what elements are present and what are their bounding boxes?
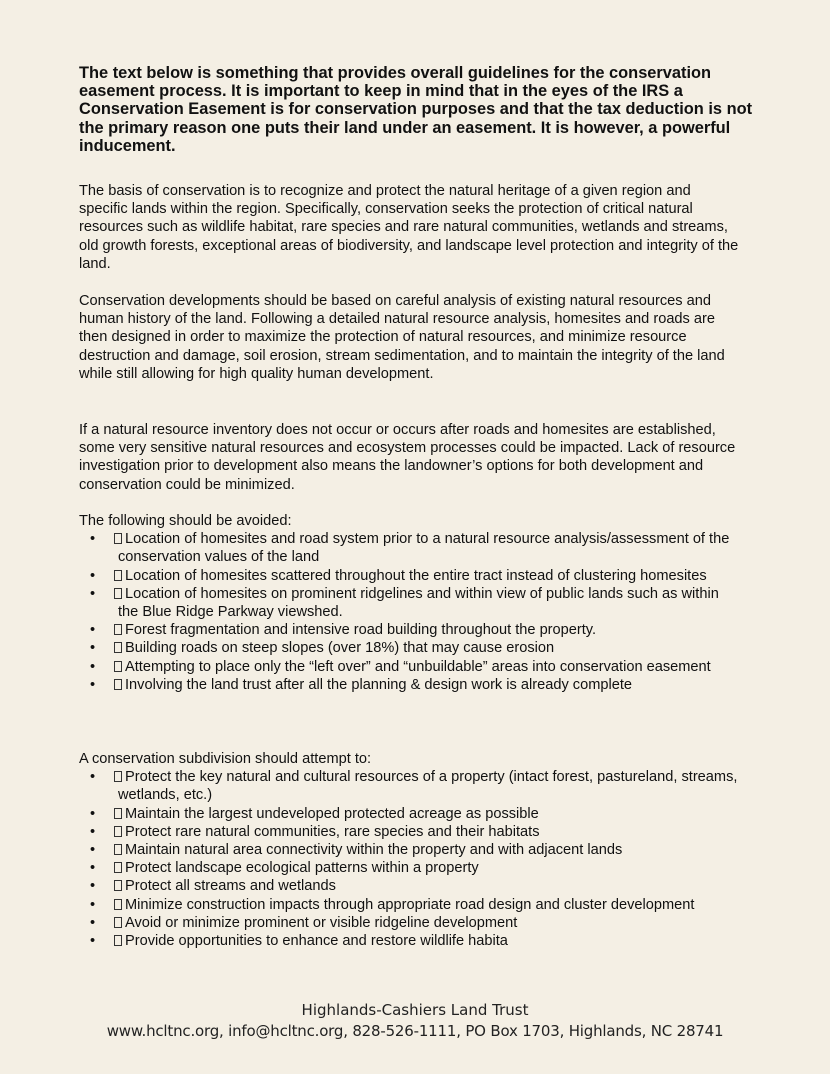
footer-contact: www.hcltnc.org, info@hcltnc.org, 828-526-1111, PO Box 1703, Highlands, NC 28741 [106,1022,724,1040]
missing-glyph-icon [114,588,122,599]
missing-glyph-icon [114,880,122,891]
attempt-item: • Protect the key natural and cultural resources of a property (intact forest, pastureland, streams, wetlands, etc.) [90,769,738,804]
avoid-item: • Building roads on steep slopes (over 18%) that may cause erosion [90,640,555,657]
missing-glyph-icon [114,771,122,782]
avoid-item: • Involving the land trust after all the planning & design work is already complete [90,676,633,693]
missing-glyph-icon [114,661,122,672]
paragraph-conservation-basis: The basis of conservation is to recognize and protect the natural heritage of a given region and specific lands within the region. Specifically, conservation seeks the protection of critical natural resources such as wildlife habitat, rare species and rare natural communities, wetlands and streams, old growth forests, exceptional areas of biodiversity, and landscape level protection and integrity of the land. [79,183,739,272]
avoid-item: • Location of homesites on prominent ridgelines and within view of public lands such as within the Blue Ridge Parkway viewshed. [90,585,719,621]
attempt-heading: A conservation subdivision should attempt to: [79,751,372,767]
missing-glyph-icon [114,935,122,946]
avoid-section [79,512,739,694]
paragraph-conservation-developments: Conservation developments should be based on careful analysis of existing natural resources and human history of the land. Following a detailed natural resource analysis, homesites and roads are then designed in order to maximize the protection of natural resources, and minimize resource destruction and damage, soil erosion, stream sedimentation, and to maintain the integrity of the land while still allowing for high quality human development. [79,293,725,382]
attempt-item: • Avoid or minimize prominent or visible ridgeline development [90,914,518,931]
attempt-item: • Minimize construction impacts through appropriate road design and cluster development [90,896,695,913]
attempt-item: • Provide opportunities to enhance and restore wildlife habita [90,933,508,950]
missing-glyph-icon [114,826,122,837]
missing-glyph-icon [114,642,122,653]
paragraph-resource-inventory: If a natural resource inventory does not occur or occurs after roads and homesites are established, some very sensitive natural resources and ecosystem processes could be impacted. Lack of resource investigation prior to development also means the landowner’s options for both development and conservation could be minimized. [79,422,736,493]
missing-glyph-icon [114,844,122,855]
attempt-item: • Protect landscape ecological patterns within a property [90,860,479,877]
missing-glyph-icon [114,570,122,581]
missing-glyph-icon [114,533,122,544]
attempt-item: • Protect all streams and wetlands [90,878,336,895]
attempt-item: • Maintain natural area connectivity within the property and with adjacent lands [90,842,623,859]
avoid-item: • Location of homesites scattered throughout the entire tract instead of clustering homesites [90,567,707,584]
avoid-item: • Location of homesites and road system prior to a natural resource analysis/assessment of the conservation values of the land [90,531,730,566]
avoid-item: • Forest fragmentation and intensive road building throughout the property. [90,622,597,639]
missing-glyph-icon [114,917,122,928]
attempt-item: • Protect rare natural communities, rare species and their habitats [90,823,540,840]
footer-organization: Highlands-Cashiers Land Trust [301,1001,529,1019]
missing-glyph-icon [114,679,122,690]
avoid-list [79,530,739,694]
missing-glyph-icon [114,808,122,819]
missing-glyph-icon [114,899,122,910]
attempt-list [79,768,739,950]
attempt-section [79,750,739,950]
avoid-item: • Attempting to place only the “left over” and “unbuildable” areas into conservation easement [90,658,711,675]
avoid-heading: The following should be avoided: [79,513,292,529]
missing-glyph-icon [114,624,122,635]
intro-note: The text below is something that provides overall guidelines for the conservation easement process. It is important to keep in mind that in the eyes of the IRS a Conservation Easement is for conservation purposes and that the tax deduction is not the primary reason one puts their land under an easement. It is however, a powerful inducement. [79,64,753,155]
attempt-item: • Maintain the largest undeveloped protected acreage as possible [90,805,539,822]
missing-glyph-icon [114,862,122,873]
